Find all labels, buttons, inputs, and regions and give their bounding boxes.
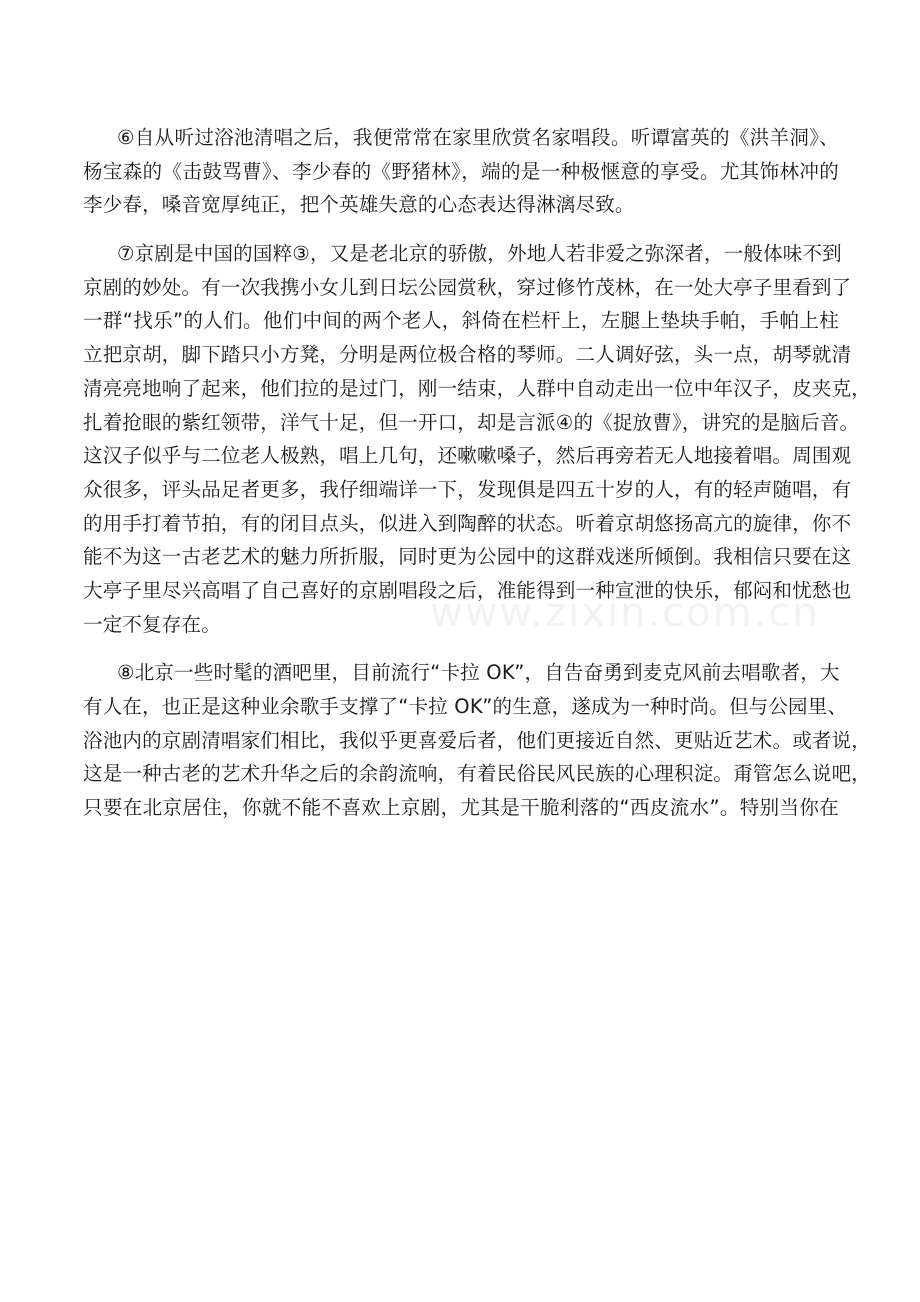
text-line: 这汉子似乎与二位老人极熟，唱上几句，还嗽嗽嗓子，然后再旁若无人地接着唱。周围观 <box>83 444 852 468</box>
text-line: 的用手打着节拍，有的闭目点头，似进入到陶醉的状态。听着京胡悠扬高亢的旋律，你不 <box>83 511 852 535</box>
text-line: 京剧的妙处。有一次我携小女儿到日坛公园赏秋，穿过修竹茂林，在一处大亭子里看到了 <box>83 275 852 299</box>
text-line: 扎着抢眼的紫红领带，洋气十足，但一开口，却是言派④的《捉放曹》，讲究的是脑后音。 <box>83 410 860 434</box>
text-line: 一群“找乐”的人们。他们中间的两个老人，斜倚在栏杆上，左腿上垫块手帕，手帕上柱 <box>83 309 839 333</box>
paragraph-6 <box>83 121 839 222</box>
document-body <box>83 121 872 825</box>
text-line: 杨宝森的《击鼓骂曹》、李少春的《野猪林》，端的是一种极惬意的享受。尤其饰林冲的 <box>83 159 839 183</box>
text-line: 李少春，嗓音宽厚纯正，把个英雄失意的心态表达得淋漓尽致。 <box>83 193 635 217</box>
text-line: 有人在，也正是这种业余歌手支撑了“卡拉 OK”的生意，遂成为一种时尚。但与公园里、 <box>83 695 848 718</box>
text-line: ⑦京剧是中国的国粹③，又是老北京的骄傲，外地人若非爱之弥深者，一般体味不到 <box>117 242 842 266</box>
paragraph-7 <box>83 237 872 641</box>
paragraph-spacer <box>83 641 839 656</box>
text-line: ⑧北京一些时髦的酒吧里，目前流行“卡拉 OK”，自告奋勇到麦克风前去唱歌者，大 <box>117 661 840 685</box>
text-line: 只要在北京居住，你就不能不喜欢上京剧，尤其是干脆利落的“西皮流水”。特别当你在 <box>83 796 839 820</box>
text-line: ⑥自从听过浴池清唱之后，我便常常在家里欣赏名家唱段。听谭富英的《洪羊洞》、 <box>117 126 839 149</box>
text-line: 立把京胡，脚下踏只小方凳，分明是两位极合格的琴师。二人调好弦，头一点，胡琴就清 <box>83 343 852 367</box>
paragraph-spacer <box>83 222 839 237</box>
text-line: 大亭子里尽兴高唱了自己喜好的京剧唱段之后，准能得到一种宣泄的快乐，郁闷和忧愁也 <box>83 578 852 602</box>
text-line: 浴池内的京剧清唱家们相比，我似乎更喜爱后者，他们更接近自然、更贴近艺术。或者说， <box>83 728 872 752</box>
watermark: www.zixin.com.cn <box>430 590 820 636</box>
text-line: 能不为这一古老艺术的魅力所折服，同时更为公园中的这群戏迷所倾倒。我相信只要在这 <box>83 545 852 569</box>
paragraph-8 <box>83 656 872 824</box>
text-line: 这是一种古老的艺术升华之后的余韵流响，有着民俗民风民族的心理积淀。甭管怎么说吧， <box>83 762 872 786</box>
text-line: 清亮亮地响了起来，他们拉的是过门，刚一结束，人群中自动走出一位中年汉子，皮夹克， <box>83 376 872 400</box>
text-line: 众很多，评头品足者更多，我仔细端详一下，发现俱是四五十岁的人，有的轻声随唱，有 <box>83 477 852 501</box>
text-line: 一定不复存在。 <box>83 612 221 636</box>
